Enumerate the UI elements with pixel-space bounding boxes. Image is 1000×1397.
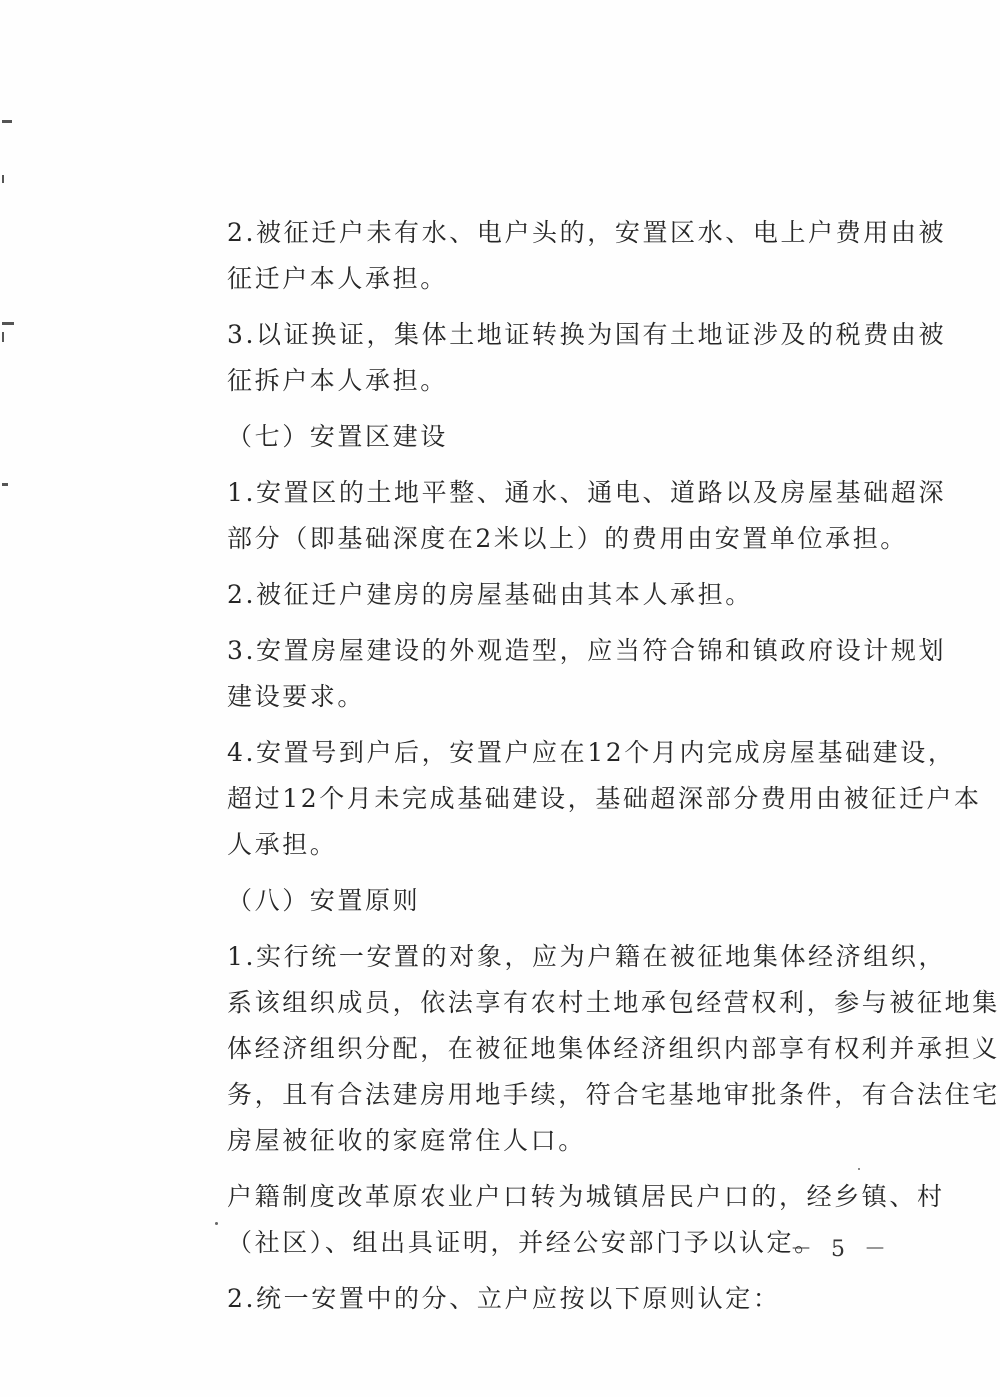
binding-mark	[2, 120, 12, 123]
paragraph	[172, 1174, 945, 1266]
text-line: 1.实行统一安置的对象，应为户籍在被征地集体经济组织，	[227, 942, 947, 971]
text-line: 4.安置号到户后，安置户应在12个月内完成房屋基础建设，	[227, 738, 956, 767]
text-line: （社区）、组出具证明，并经公安部门予以认定。	[227, 1228, 822, 1257]
paragraph	[172, 628, 947, 720]
text-line: 部分（即基础深度在2米以上）的费用由安置单位承担。	[227, 524, 908, 553]
text-line: 户籍制度改革原农业户口转为城镇居民户口的，经乡镇、村	[227, 1182, 945, 1211]
binding-mark	[2, 322, 14, 325]
paragraph	[172, 470, 947, 562]
heading-text: （七）安置区建设	[227, 422, 448, 451]
text-line: 人承担。	[227, 830, 338, 859]
scan-speck	[215, 1222, 218, 1225]
text-line: 建设要求。	[227, 682, 366, 711]
text-line: 2.被征迁户未有水、电户头的，安置区水、电上户费用由被	[227, 218, 947, 247]
scan-speck	[858, 1168, 860, 1170]
binding-mark	[2, 175, 4, 183]
paragraph	[172, 1276, 880, 1322]
text-line: 征迁户本人承担。	[227, 264, 448, 293]
paragraph	[172, 210, 947, 302]
binding-edge	[0, 0, 14, 1397]
section-heading	[172, 414, 880, 460]
section-heading	[172, 878, 880, 924]
paragraph	[172, 572, 880, 618]
text-line: 体经济组织分配，在被征地集体经济组织内部享有权利并承担义	[227, 1034, 1000, 1063]
document-body	[172, 210, 1000, 1332]
text-line: 2.统一安置中的分、立户应按以下原则认定：	[227, 1284, 781, 1313]
text-line: 征拆户本人承担。	[227, 366, 448, 395]
text-line: 3.安置房屋建设的外观造型，应当符合锦和镇政府设计规划	[227, 636, 947, 665]
heading-text: （八）安置原则	[227, 886, 421, 915]
page-number: － 5 －	[790, 1237, 892, 1262]
binding-mark	[2, 332, 4, 342]
text-line: 2.被征迁户建房的房屋基础由其本人承担。	[227, 580, 753, 609]
paragraph	[172, 730, 982, 868]
text-line: 房屋被征收的家庭常住人口。	[227, 1126, 586, 1155]
text-line: 1.安置区的土地平整、通水、通电、道路以及房屋基础超深	[227, 478, 947, 507]
text-line: 系该组织成员，依法享有农村土地承包经营权利，参与被征地集	[227, 988, 1000, 1017]
text-line: 3.以证换证，集体土地证转换为国有土地证涉及的税费由被	[227, 320, 947, 349]
paragraph	[172, 312, 947, 404]
text-line: 务，且有合法建房用地手续，符合宅基地审批条件，有合法住宅	[227, 1080, 1000, 1109]
binding-mark	[2, 483, 8, 486]
text-line: 超过12个月未完成基础建设，基础超深部分费用由被征迁户本	[227, 784, 982, 813]
paragraph	[172, 934, 1000, 1164]
